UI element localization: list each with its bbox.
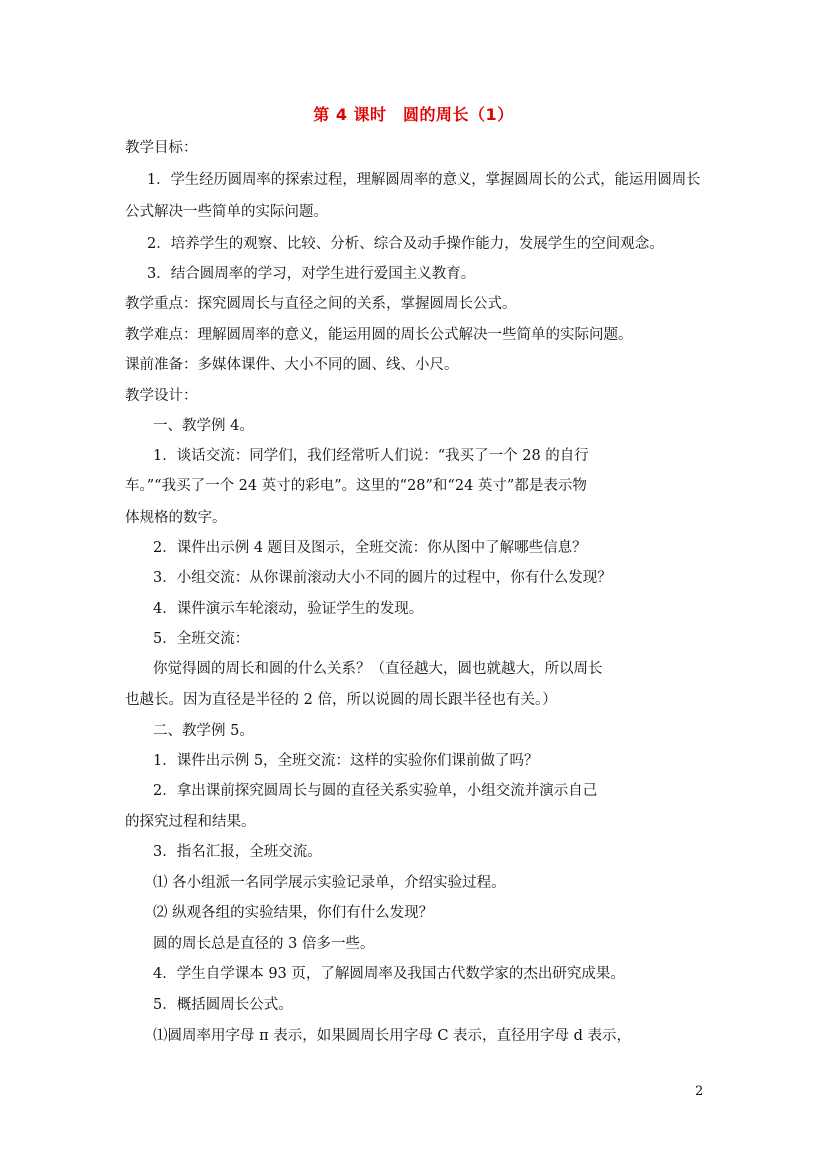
text-line: 公式解决一些简单的实际问题。 <box>125 204 328 220</box>
text-line: 1．谈话交流：同学们，我们经常听人们说：“我买了一个 28 的自行 <box>153 448 589 464</box>
text-line: 3．指名汇报，全班交流。 <box>153 844 322 860</box>
text-line: 二、教学例 5。 <box>153 723 254 739</box>
text-line: 教学难点：理解圆周率的意义，能运用圆的周长公式解决一些简单的实际问题。 <box>125 327 633 343</box>
text-line: 5．概括圆周长公式。 <box>153 997 293 1013</box>
page-title: 第 4 课时 圆的周长（1） <box>313 105 514 124</box>
text-line: 4．课件演示车轮滚动，验证学生的发现。 <box>153 601 424 617</box>
text-line: 3．小组交流：从你课前滚动大小不同的圆片的过程中，你有什么发现？ <box>153 570 612 586</box>
page-number: 2 <box>695 1084 704 1099</box>
text-line: 车。”“我买了一个 24 英寸的彩电”。这里的“28”和“24 英寸”都是表示物 <box>125 478 587 494</box>
text-line: 教学设计： <box>125 388 198 404</box>
text-line: 4．学生自学课本 93 页，了解圆周率及我国古代数学家的杰出研究成果。 <box>153 966 625 982</box>
text-line: 5．全班交流： <box>153 631 250 647</box>
text-line: ⑴ 各小组派一名同学展示实验记录单，介绍实验过程。 <box>153 875 506 891</box>
text-line: 体规格的数字。 <box>125 510 227 526</box>
text-line: 教学重点：探究圆周长与直径之间的关系，掌握圆周长公式。 <box>125 296 517 312</box>
text-line: 1．学生经历圆周率的探索过程，理解圆周率的意义，掌握圆周长的公式，能运用圆周长 <box>147 172 701 188</box>
text-line: 1．课件出示例 5，全班交流：这样的实验你们课前做了吗？ <box>153 753 539 769</box>
text-line: 教学目标： <box>125 140 198 156</box>
text-line: 课前准备：多媒体课件、大小不同的圆、线、小尺。 <box>125 357 459 373</box>
text-line: 2．拿出课前探究圆周长与圆的直径关系实验单，小组交流并演示自己 <box>153 783 598 799</box>
text-line: 一、教学例 4。 <box>153 418 254 434</box>
text-line: 2．培养学生的观察、比较、分析、综合及动手操作能力，发展学生的空间观念。 <box>147 236 664 252</box>
text-line: 3．结合圆周率的学习，对学生进行爱国主义教育。 <box>147 266 476 282</box>
text-line: 2．课件出示例 4 题目及图示，全班交流：你从图中了解哪些信息？ <box>153 540 587 556</box>
text-line: 圆的周长总是直径的 3 倍多一些。 <box>153 936 375 952</box>
text-line: 你觉得圆的周长和圆的什么关系？（直径越大，圆也就越大，所以周长 <box>153 661 603 677</box>
text-line: 也越长。因为直径是半径的 2 倍，所以说圆的周长跟半径也有关。） <box>125 692 557 708</box>
text-line: ⑵ 纵观各组的实验结果，你们有什么发现？ <box>153 905 434 921</box>
text-line: ⑴圆周率用字母 π 表示，如果圆周长用字母 C 表示，直径用字母 d 表示， <box>153 1028 632 1044</box>
text-line: 的探究过程和结果。 <box>125 814 256 830</box>
